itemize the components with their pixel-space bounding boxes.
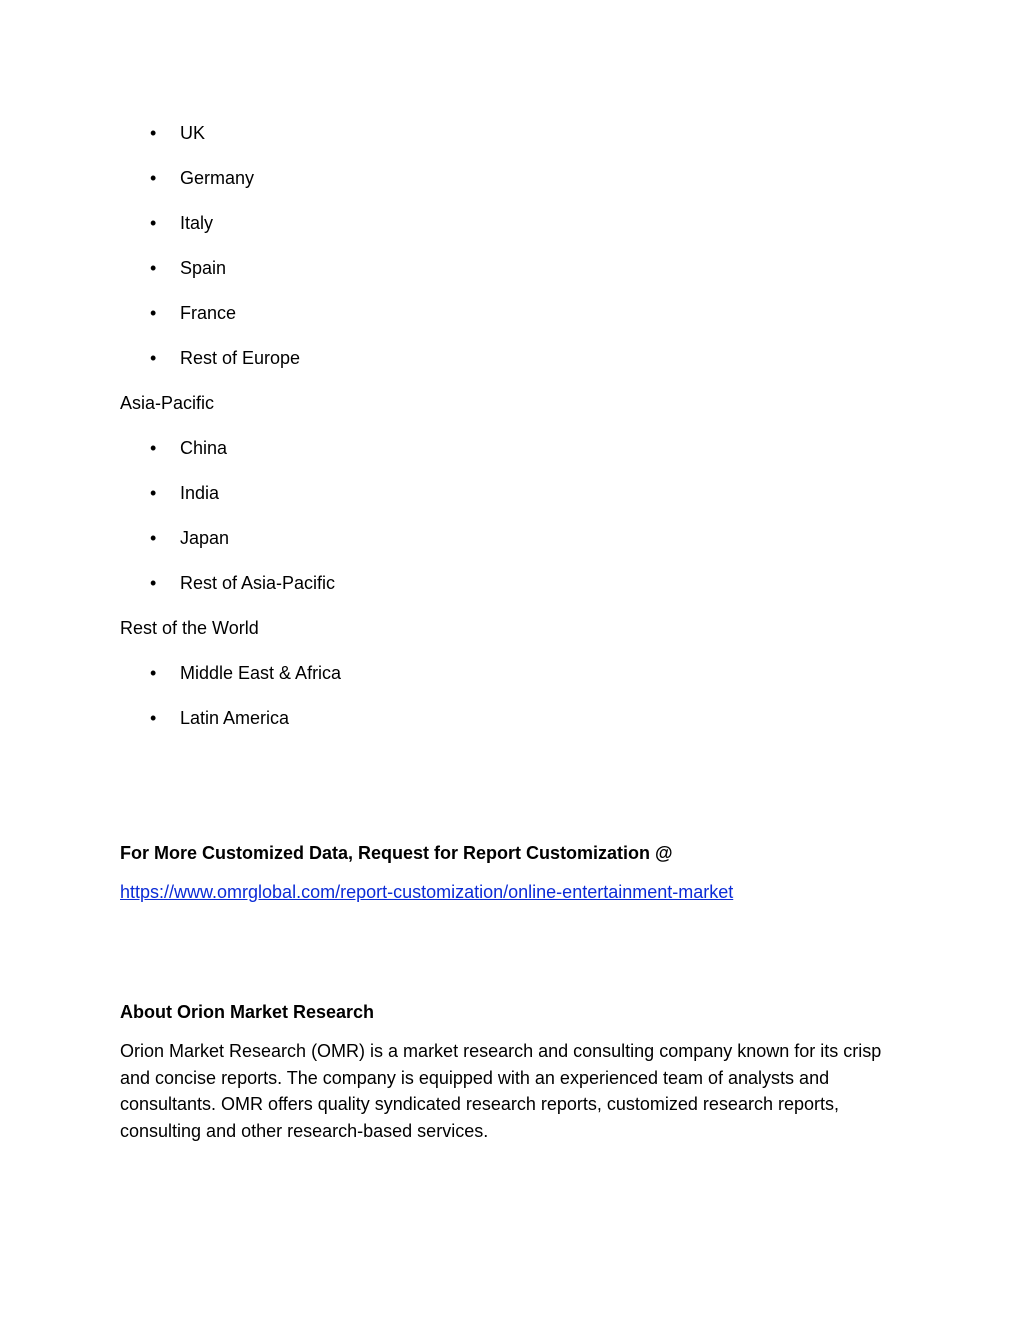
list-item <box>150 707 289 729</box>
list-item-label: Spain <box>180 258 227 278</box>
about-heading: About Orion Market Research <box>120 1002 375 1022</box>
list-item <box>150 257 226 279</box>
about-paragraph: Orion Market Research (OMR) is a market research and consulting company known for its crisp and concise reports. The company is equipped with an experienced team of analysts and consultants. OMR offers quality syndicated research reports, customized research reports, consulting and other research-based services. <box>120 1041 882 1141</box>
list-item-label: Japan <box>180 528 230 548</box>
list-item-label: Rest of Asia-Pacific <box>180 573 336 593</box>
bullet-icon: • <box>150 438 157 458</box>
list-item <box>150 122 205 144</box>
list-item <box>150 527 229 549</box>
list-item <box>150 347 300 369</box>
list-item-label: Germany <box>180 168 255 188</box>
region-heading-rest-of-world: Rest of the World <box>120 618 259 638</box>
list-item-label: India <box>180 483 220 503</box>
bullet-icon: • <box>150 528 157 548</box>
list-item-label: Middle East & Africa <box>180 663 342 683</box>
list-item-label: Rest of Europe <box>180 348 301 368</box>
list-item-label: Latin America <box>180 708 290 728</box>
bullet-icon: • <box>150 168 157 188</box>
bullet-icon: • <box>150 348 157 368</box>
bullet-icon: • <box>150 258 157 278</box>
bullet-icon: • <box>150 573 157 593</box>
list-item <box>150 302 236 324</box>
list-item-label: France <box>180 303 237 323</box>
list-item-label: UK <box>180 123 206 143</box>
bullet-icon: • <box>150 303 157 323</box>
customization-link[interactable]: https://www.omrglobal.com/report-customization/online-entertainment-market <box>120 882 734 902</box>
bullet-icon: • <box>150 123 157 143</box>
list-item-label: China <box>180 438 228 458</box>
list-item <box>150 572 335 594</box>
list-item <box>150 662 341 684</box>
bullet-icon: • <box>150 483 157 503</box>
bullet-icon: • <box>150 213 157 233</box>
list-item <box>150 482 219 504</box>
list-item <box>150 437 227 459</box>
customization-heading: For More Customized Data, Request for Report Customization @ <box>120 843 673 863</box>
list-item <box>150 167 254 189</box>
list-item-label: Italy <box>180 213 214 233</box>
list-item <box>150 212 213 234</box>
bullet-icon: • <box>150 663 157 683</box>
bullet-icon: • <box>150 708 157 728</box>
region-heading-asia-pacific: Asia-Pacific <box>120 393 215 413</box>
